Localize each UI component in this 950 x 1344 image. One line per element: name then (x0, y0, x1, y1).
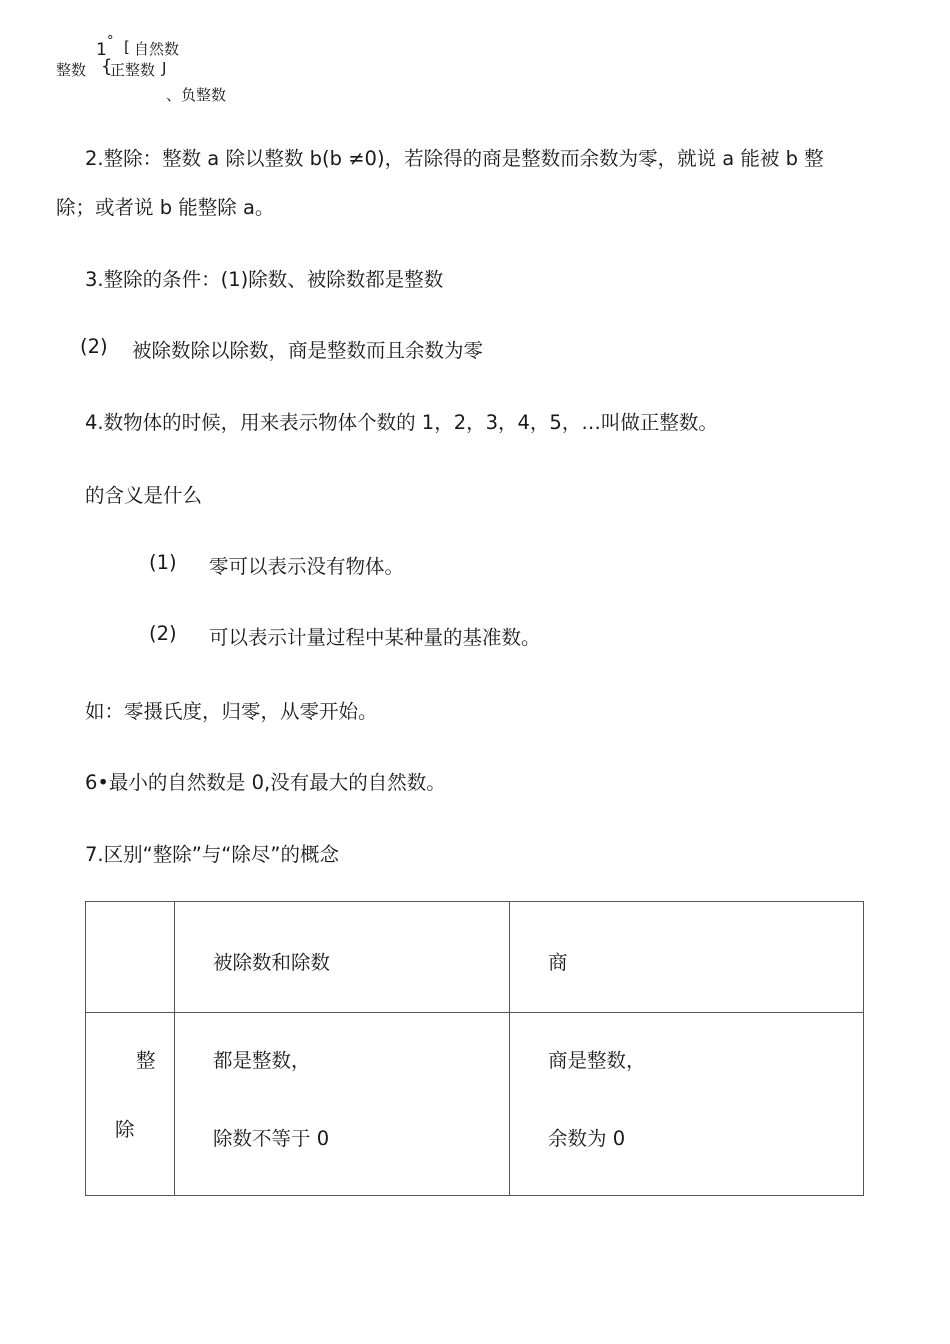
table-header-cell-operands (175, 902, 510, 1013)
header-operands-label: 被除数和除数 (213, 951, 331, 974)
row-label-char-1: 整 (136, 1049, 156, 1072)
paragraph-2-line-1: 2.整除：整数 a 除以整数 b(b ≠0)，若除得的商是整数而余数为零，就说 a 能被 b 整 (85, 147, 824, 170)
bracket-open: [ (124, 38, 130, 56)
natural-number-label: 自然数 (134, 40, 180, 58)
paragraph-2-line-2: 除；或者说 b 能整除 a。 (56, 196, 275, 219)
paragraph-5-item-2-text: 可以表示计量过程中某种量的基准数。 (209, 626, 541, 649)
row-label-char-2: 除 (115, 1118, 135, 1141)
table-row (86, 1013, 864, 1196)
paragraph-5-item-2-number: (2) (149, 622, 177, 645)
brace-glyph: { (101, 56, 113, 77)
paragraph-6: 6•最小的自然数是 0,没有最大的自然数。 (85, 771, 446, 794)
table-header-cell-quotient (510, 902, 864, 1013)
paragraph-5-item-1-text: 零可以表示没有物体。 (209, 555, 405, 578)
paragraph-3-item-2-text: 被除数除以除数，商是整数而且余数为零 (132, 339, 484, 362)
sup-mark: ° (107, 34, 114, 49)
paragraph-5: 的含义是什么 (85, 484, 203, 507)
positive-integer-label: 正整数 (110, 61, 156, 79)
header-quotient-label: 商 (548, 951, 568, 974)
table-row-label-cell (86, 1013, 175, 1196)
operands-line-1: 都是整数， (213, 1049, 311, 1072)
paragraph-3-item-2-number: (2) (80, 335, 108, 358)
paragraph-5-example: 如：零摄氏度，归零，从零开始。 (85, 700, 378, 723)
negative-integer-label: 、负整数 (166, 86, 227, 104)
table-row-quotient-cell (510, 1013, 864, 1196)
table-header-row (86, 902, 864, 1013)
table-row-operands-cell (175, 1013, 510, 1196)
comparison-table (85, 901, 864, 1196)
paragraph-4: 4.数物体的时候，用来表示物体个数的 1，2，3，4，5，…叫做正整数。 (85, 411, 718, 434)
sup-number: 1 (96, 40, 107, 60)
paragraph-3: 3.整除的条件：(1)除数、被除数都是整数 (85, 268, 444, 291)
integer-label: 整数 (56, 61, 87, 79)
paragraph-7: 7.区别“整除”与“除尽”的概念 (85, 843, 340, 866)
quotient-line-1: 商是整数， (548, 1049, 646, 1072)
operands-line-2: 除数不等于 0 (213, 1127, 330, 1150)
quotient-line-2: 余数为 0 (548, 1127, 626, 1150)
paragraph-5-item-1-number: (1) (149, 551, 177, 574)
j-mark: J (162, 59, 167, 77)
table-header-cell-empty (86, 902, 175, 1013)
